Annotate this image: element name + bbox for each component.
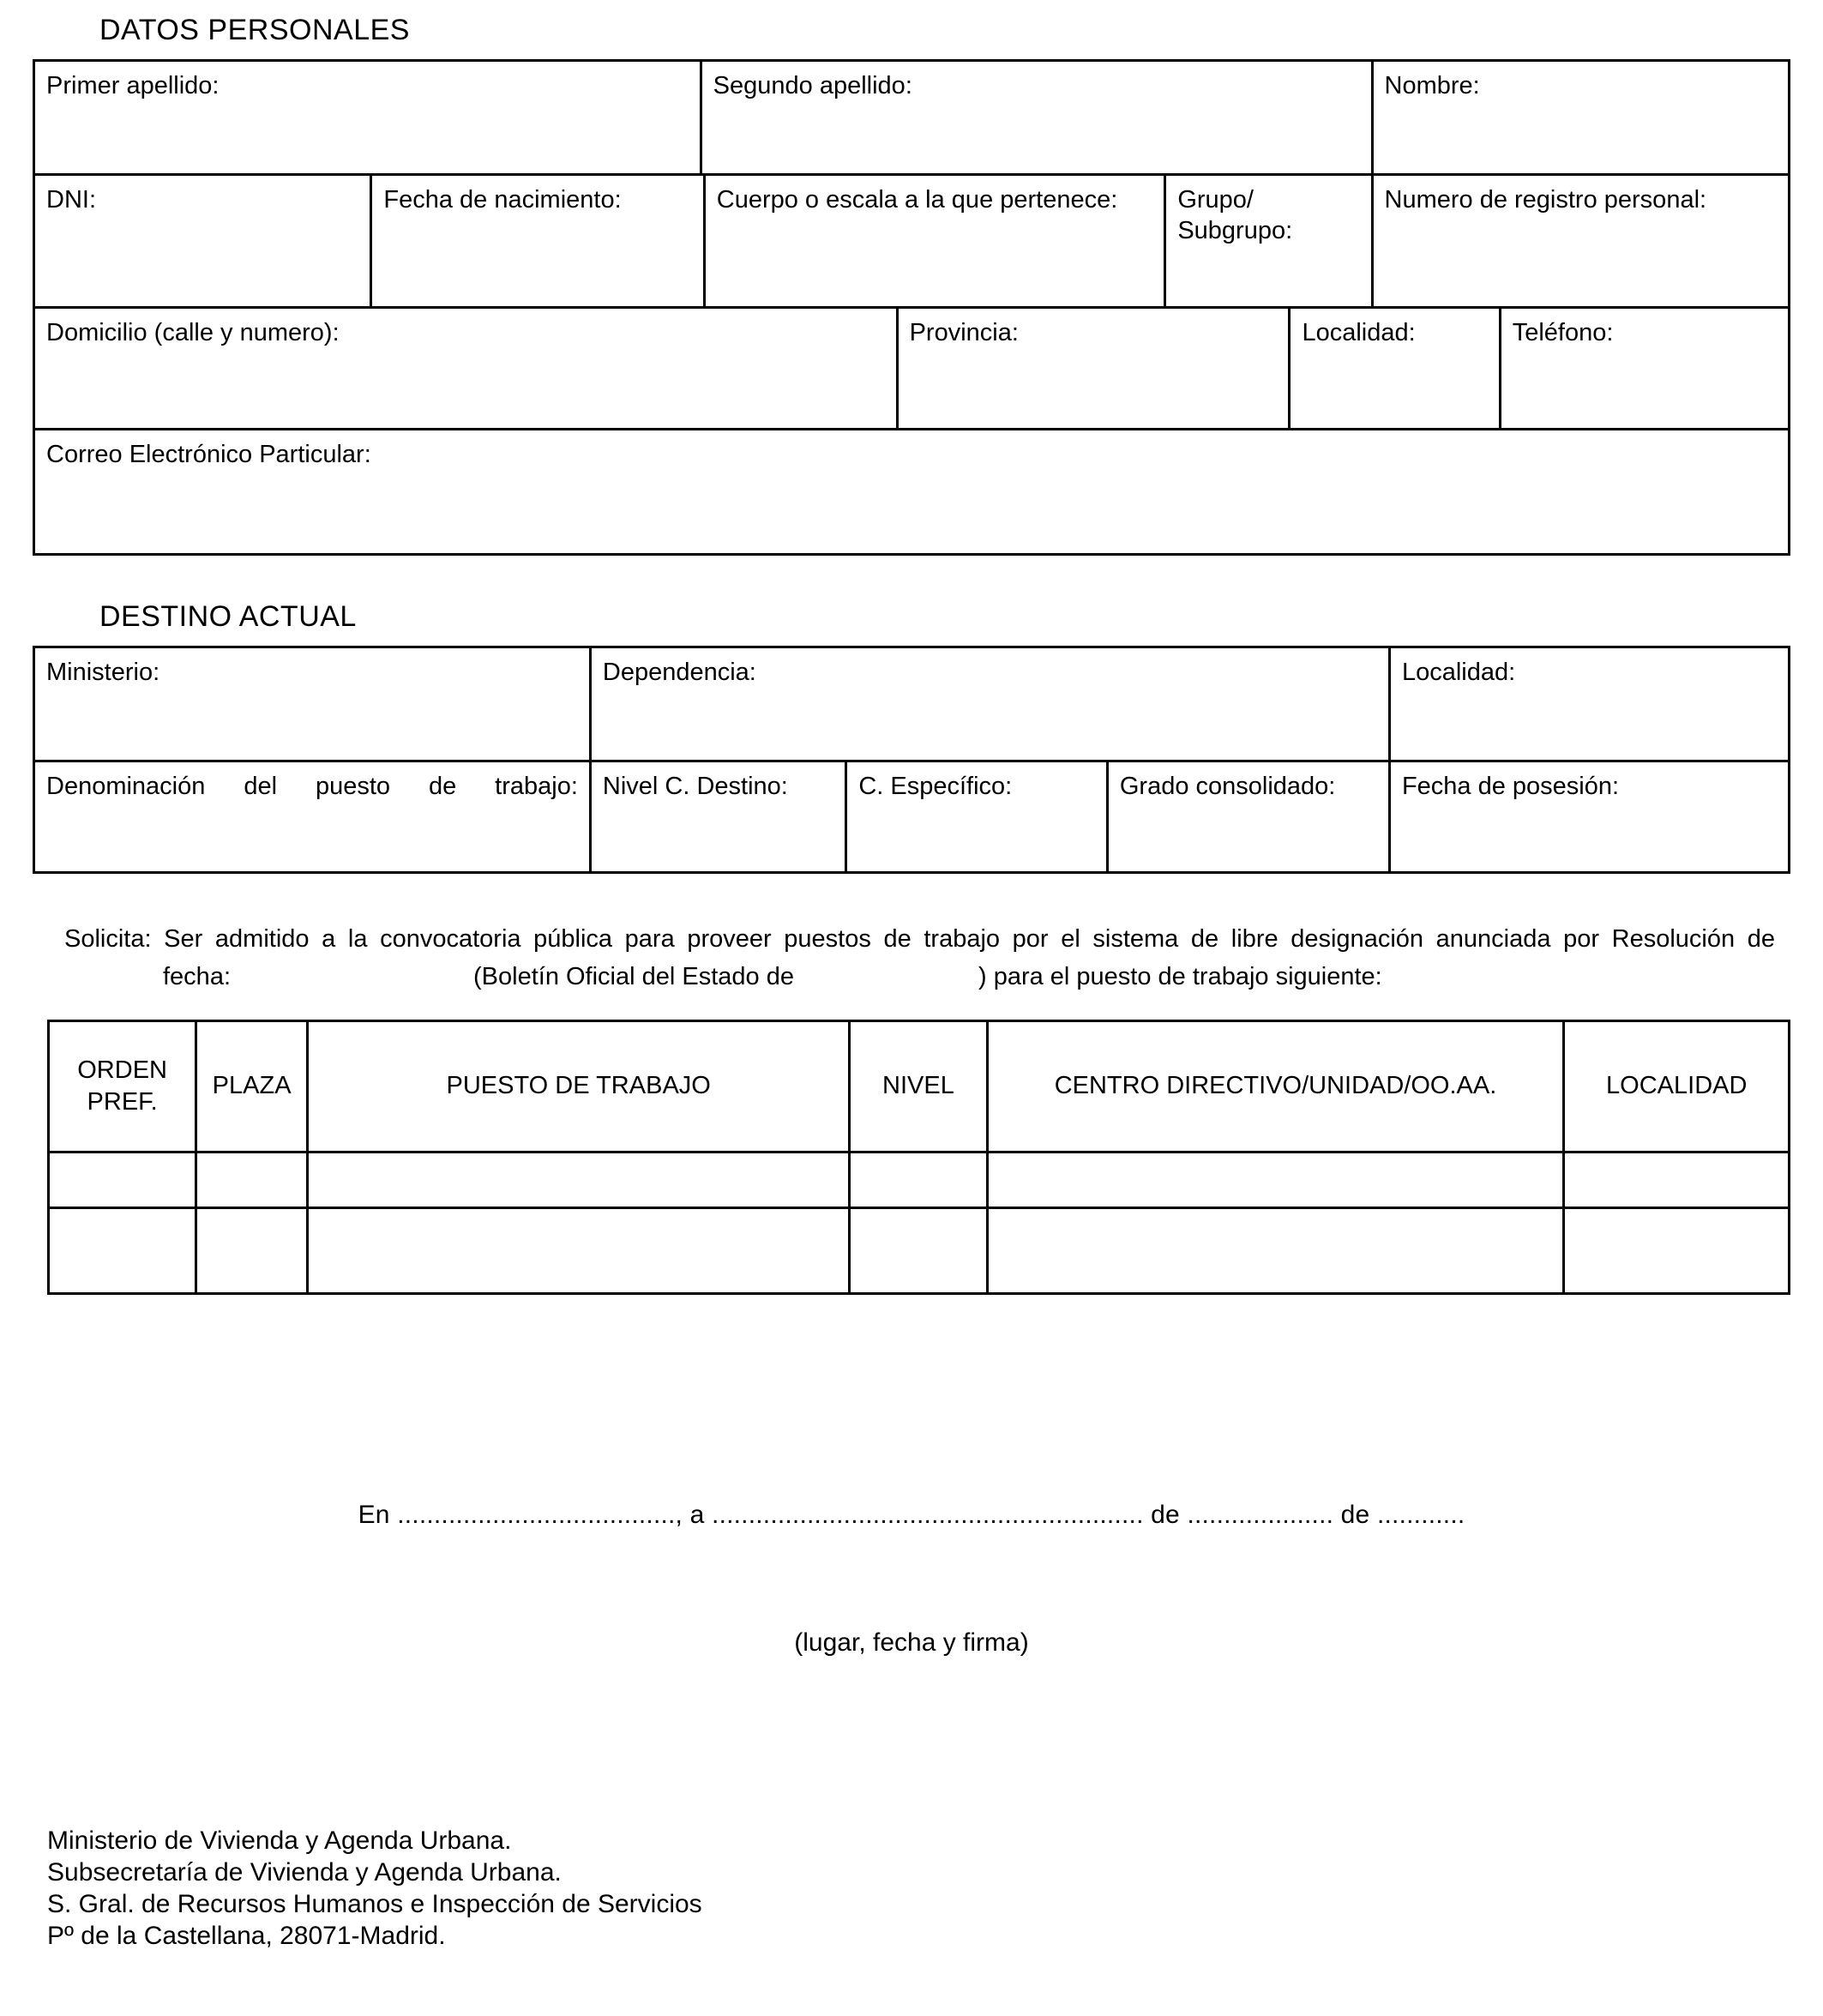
- field-denominacion-puesto: Denominación del puesto de trabajo:: [46, 773, 578, 800]
- header-localidad: LOCALIDAD: [1562, 1022, 1788, 1151]
- header-plaza: PLAZA: [195, 1022, 306, 1151]
- field-cuerpo-escala: Cuerpo o escala a la que pertenece:: [703, 176, 1164, 306]
- empty-cell: [1562, 1153, 1788, 1207]
- header-centro-directivo: CENTRO DIRECTIVO/UNIDAD/OO.AA.: [986, 1022, 1563, 1151]
- field-correo-electronico: Correo Electrónico Particular:: [46, 441, 371, 468]
- section-title-datos-personales: DATOS PERSONALES: [99, 14, 410, 46]
- header-puesto-de-trabajo: PUESTO DE TRABAJO: [306, 1022, 848, 1151]
- empty-cell: [195, 1153, 306, 1207]
- solicita-line1: Solicita: Ser admitido a la convocatoria pública para proveer puestos de trabajo por el sistema de libre designación anunciada por Resolución de: [64, 925, 1775, 953]
- footer-line-direccion: Pº de la Castellana, 28071-Madrid.: [47, 1922, 446, 1951]
- field-localidad-destino: Localidad:: [1388, 648, 1788, 760]
- destino-actual-table: [33, 646, 1790, 874]
- field-numero-registro: Numero de registro personal:: [1371, 176, 1789, 306]
- field-nivel-c-destino: Nivel C. Destino:: [589, 762, 845, 871]
- footer-line-sgral: S. Gral. de Recursos Humanos e Inspección de Servicios: [47, 1890, 702, 1919]
- table-row: [35, 173, 1788, 306]
- puestos-table: [47, 1020, 1790, 1295]
- field-grado-consolidado: Grado consolidado:: [1106, 762, 1388, 871]
- footer-line-subsecretaria: Subsecretaría de Vivienda y Agenda Urbana.: [47, 1858, 562, 1887]
- table-row: [35, 62, 1788, 173]
- date-fill-line: En ......................................, a ........................................................... de .................... de ............: [358, 1501, 1465, 1530]
- field-fecha-posesion: Fecha de posesión:: [1388, 762, 1788, 871]
- field-fecha-nacimiento: Fecha de nacimiento:: [370, 176, 702, 306]
- header-orden-pref: ORDEN PREF.: [77, 1056, 167, 1116]
- empty-cell: [848, 1153, 985, 1207]
- empty-cell: [195, 1209, 306, 1292]
- footer-address: [47, 1825, 1790, 1952]
- empty-cell: [306, 1209, 848, 1292]
- puestos-table-wrap: [47, 1020, 1790, 1295]
- empty-cell: [306, 1153, 848, 1207]
- field-grupo-subgrupo: Grupo/ Subgrupo:: [1164, 176, 1370, 306]
- solicita-paragraph: [64, 922, 1775, 994]
- header-nivel: NIVEL: [848, 1022, 985, 1151]
- empty-cell: [848, 1209, 985, 1292]
- empty-cell: [1562, 1209, 1788, 1292]
- field-c-especifico: C. Específico:: [845, 762, 1106, 871]
- field-primer-apellido: Primer apellido:: [46, 72, 220, 99]
- table-row: [50, 1207, 1788, 1292]
- solicita-line2: [64, 960, 1775, 995]
- empty-cell: [50, 1153, 195, 1207]
- footer-line-ministerio: Ministerio de Vivienda y Agenda Urbana.: [47, 1826, 512, 1856]
- solicita-boletin-label: (Boletín Oficial del Estado de: [473, 962, 794, 990]
- field-segundo-apellido: Segundo apellido:: [700, 62, 1371, 173]
- datos-personales-table: [33, 59, 1790, 556]
- section-title-destino-actual: DESTINO ACTUAL: [99, 600, 357, 633]
- empty-cell: [986, 1209, 1563, 1292]
- field-localidad: Localidad:: [1288, 309, 1498, 428]
- table-row: [35, 428, 1788, 553]
- table-row: [35, 648, 1788, 760]
- lugar-fecha-firma: (lugar, fecha y firma): [794, 1628, 1029, 1658]
- field-dni: DNI:: [46, 186, 96, 214]
- field-nombre: Nombre:: [1371, 62, 1788, 173]
- solicita-cierre: ) para el puesto de trabajo siguiente:: [978, 962, 1382, 990]
- field-provincia: Provincia:: [896, 309, 1289, 428]
- table-row: [35, 760, 1788, 871]
- table-row: [35, 306, 1788, 428]
- field-telefono: Teléfono:: [1499, 309, 1788, 428]
- table-row: [50, 1151, 1788, 1207]
- field-ministerio: Ministerio:: [46, 659, 160, 686]
- solicita-fecha-label: fecha:: [163, 962, 231, 990]
- field-dependencia: Dependencia:: [589, 648, 1388, 760]
- empty-cell: [50, 1209, 195, 1292]
- table-header-row: [50, 1022, 1788, 1151]
- field-domicilio: Domicilio (calle y numero):: [46, 319, 340, 346]
- empty-cell: [986, 1153, 1563, 1207]
